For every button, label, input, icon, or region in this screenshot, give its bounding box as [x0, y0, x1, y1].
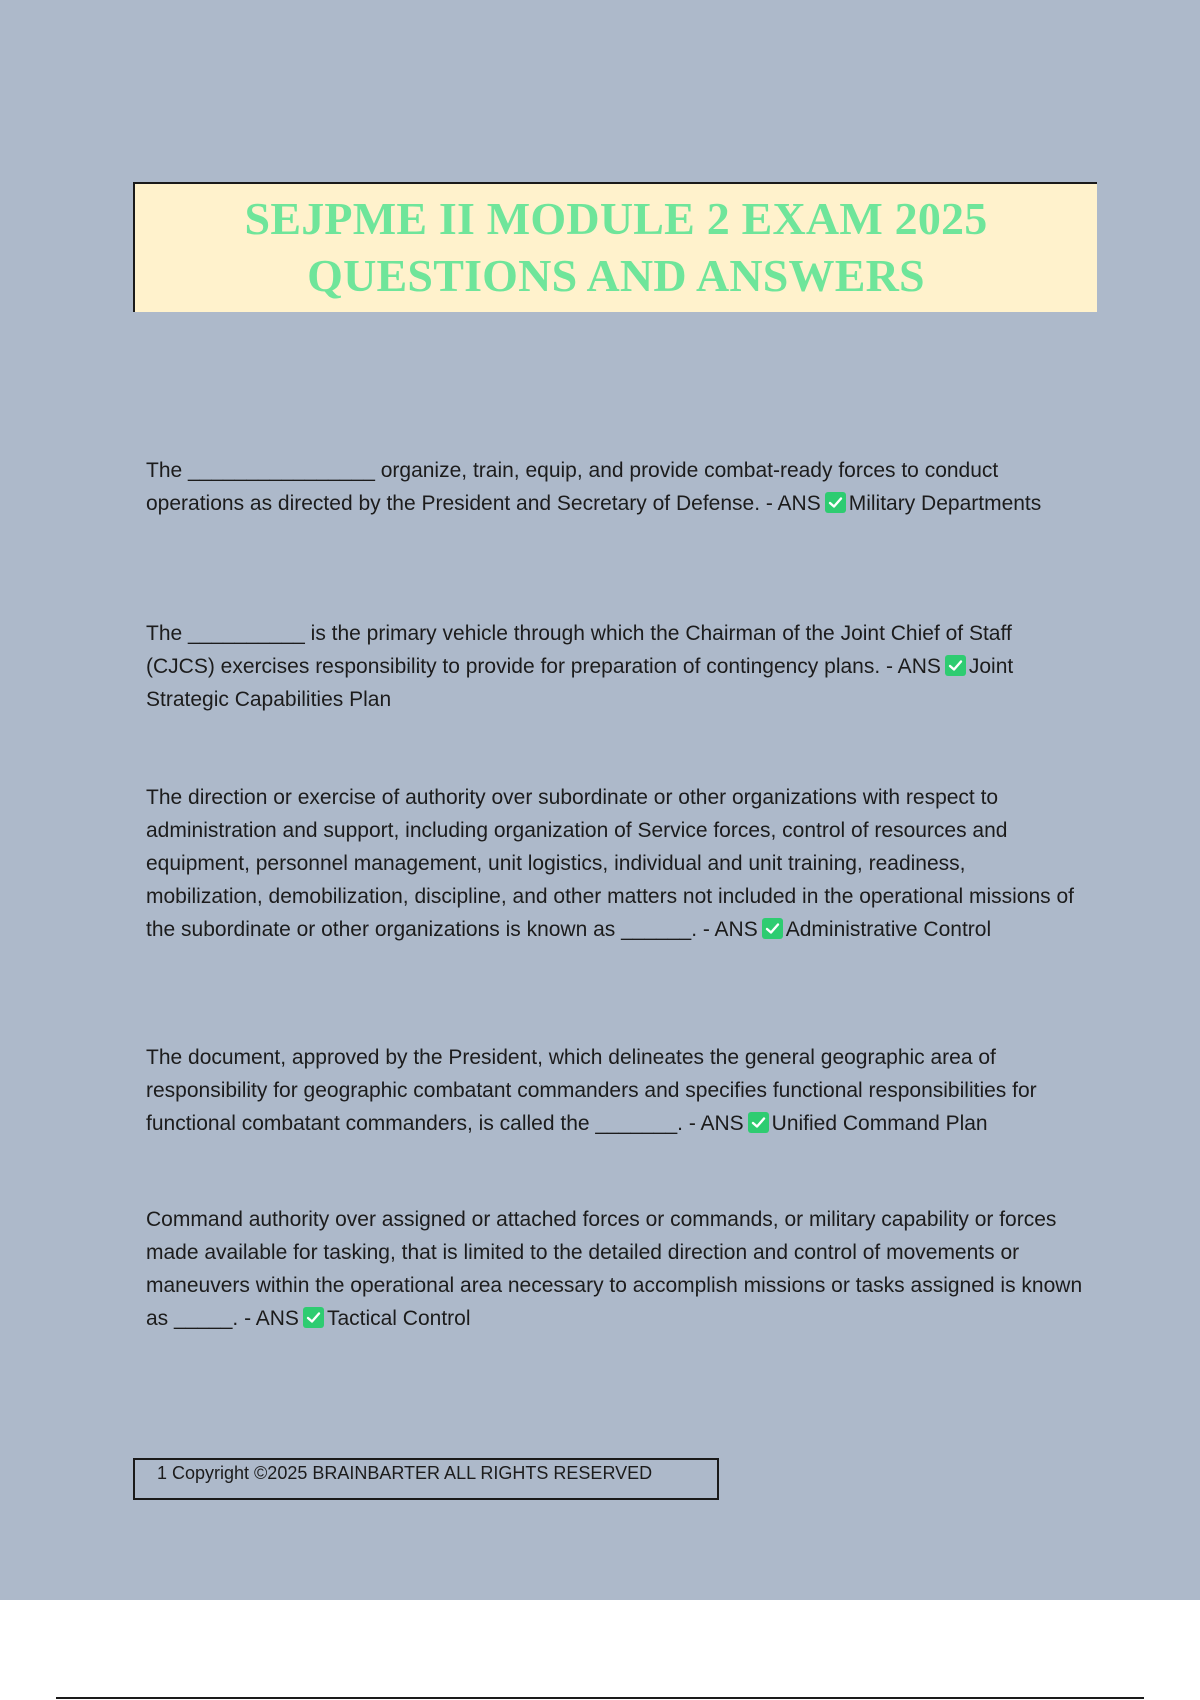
question-text: The direction or exercise of authority over subordinate or other organizations with respect to administration and support, including organization of Service forces, control of resources and equipment, personnel management, unit logistics, individual and unit training, readiness, mobilization, demobilization, discipline, and other matters not included in the operational missions of the subordinate or other organizations is known as ______. - ANS: [146, 786, 1075, 941]
qa-item-5: [146, 1203, 1086, 1335]
copyright-text: 1 Copyright ©2025 BRAINBARTER ALL RIGHTS RESERVED: [157, 1463, 653, 1483]
bottom-divider: [56, 1697, 1144, 1699]
answer-text: Joint Strategic Capabilities Plan: [146, 655, 1014, 711]
check-mark-icon: [303, 1307, 324, 1328]
check-mark-icon: [748, 1112, 769, 1133]
title-banner: [133, 182, 1097, 312]
check-mark-icon: [825, 492, 846, 513]
check-mark-icon: [945, 655, 966, 676]
answer-text: Unified Command Plan: [771, 1112, 988, 1135]
copyright-footer: [133, 1458, 719, 1500]
qa-item-3: [146, 781, 1086, 946]
question-text: The document, approved by the President, which delineates the general geographic area of responsibility for geographic combatant commanders and specifies functional responsibilities for functional combatant commanders, is called the _______. - ANS: [146, 1046, 1037, 1135]
page-title-line-2: QUESTIONS AND ANSWERS: [307, 250, 925, 301]
answer-text: Tactical Control: [326, 1307, 471, 1330]
page-title-line-1: SEJPME II MODULE 2 EXAM 2025: [244, 193, 988, 244]
qa-item-2: [146, 617, 1086, 716]
qa-item-4: [146, 1041, 1086, 1140]
question-text: The ________________ organize, train, equip, and provide combat-ready forces to conduct operations as directed by the President and Secretary of Defense. - ANS: [146, 459, 999, 515]
answer-text: Administrative Control: [785, 918, 992, 941]
question-text: Command authority over assigned or attached forces or commands, or military capability or forces made available for tasking, that is limited to the detailed direction and control of movements or maneuvers within the operational area necessary to accomplish missions or tasks assigned is known as _____. - ANS: [146, 1208, 1083, 1330]
answer-text: Military Departments: [848, 492, 1042, 515]
check-mark-icon: [762, 918, 783, 939]
question-text: The __________ is the primary vehicle through which the Chairman of the Joint Chief of Staff (CJCS) exercises responsibility to provide for preparation of contingency plans. - ANS: [146, 622, 1012, 678]
qa-item-1: [146, 454, 1086, 520]
